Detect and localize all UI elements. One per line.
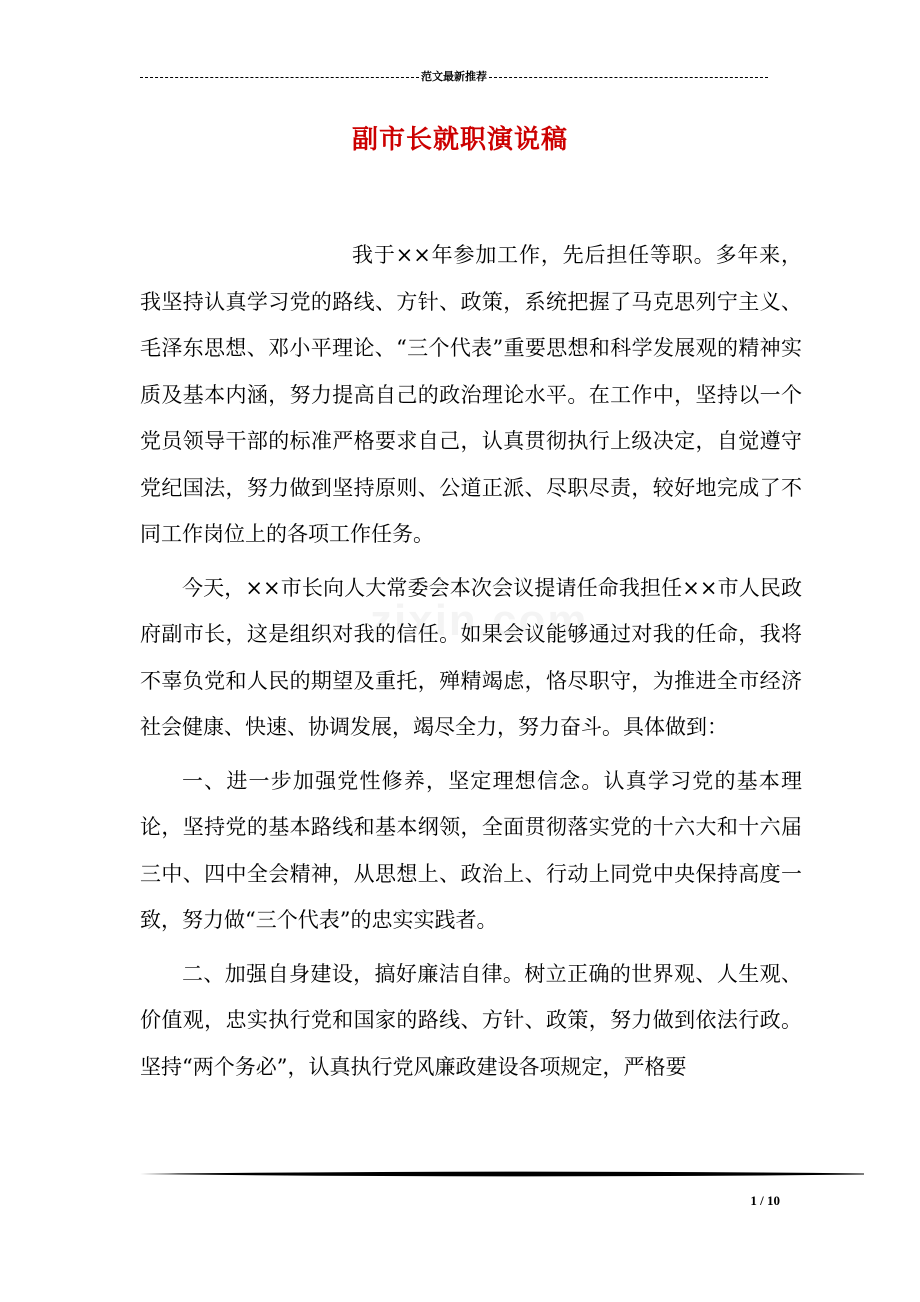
document-title: 副市长就职演说稿 — [351, 125, 568, 155]
paragraph-3: 一、进一步加强党性修养，坚定理想信念。认真学习党的基本理论，坚持党的基本路线和基本纲领，全面贯彻落实党的十六大和十六届三中、四中全会精神，从思想上、政治上、行动上同党中央保持高度一致，努力做“三个代表”的忠实实践者。 — [140, 768, 802, 932]
paragraph-4: 二、加强自身建设，搞好廉洁自律。树立正确的世界观、人生观、价值观，忠实执行党和国家的路线、方针、政策，努力做到依法行政。坚持“两个务必”，认真执行党风廉政建设各项规定，严格要 — [140, 961, 802, 1079]
page-header — [140, 68, 768, 86]
document-body — [140, 232, 802, 1090]
header-dash-left — [140, 77, 419, 78]
header-label: 范文最新推荐 — [421, 70, 487, 83]
footer-rule — [140, 1168, 864, 1180]
paragraph-2: 今天，××市长向人大常委会本次会议提请任命我担任××市人民政府副市长，这是组织对我的信任。如果会议能够通过对我的任命，我将不辜负党和人民的期望及重托，殚精竭虑，恪尽职守，为推进全市经济社会健康、快速、协调发展，竭尽全力，努力奋斗。具体做到： — [140, 575, 802, 739]
header-dash-right — [489, 77, 768, 78]
paragraph-1: 我于××年参加工作，先后担任等职。多年来，我坚持认真学习党的路线、方针、政策，系统把握了马克思列宁主义、毛泽东思想、邓小平理论、“三个代表”重要思想和科学发展观的精神实质及基本内涵，努力提高自己的政治理论水平。在工作中，坚持以一个党员领导干部的标准严格要求自己，认真贯彻执行上级决定，自觉遵守党纪国法，努力做到坚持原则、公道正派、尽职尽责，较好地完成了不同工作岗位上的各项工作任务。 — [140, 243, 802, 546]
page-number: 1 / 10 — [750, 1193, 780, 1208]
